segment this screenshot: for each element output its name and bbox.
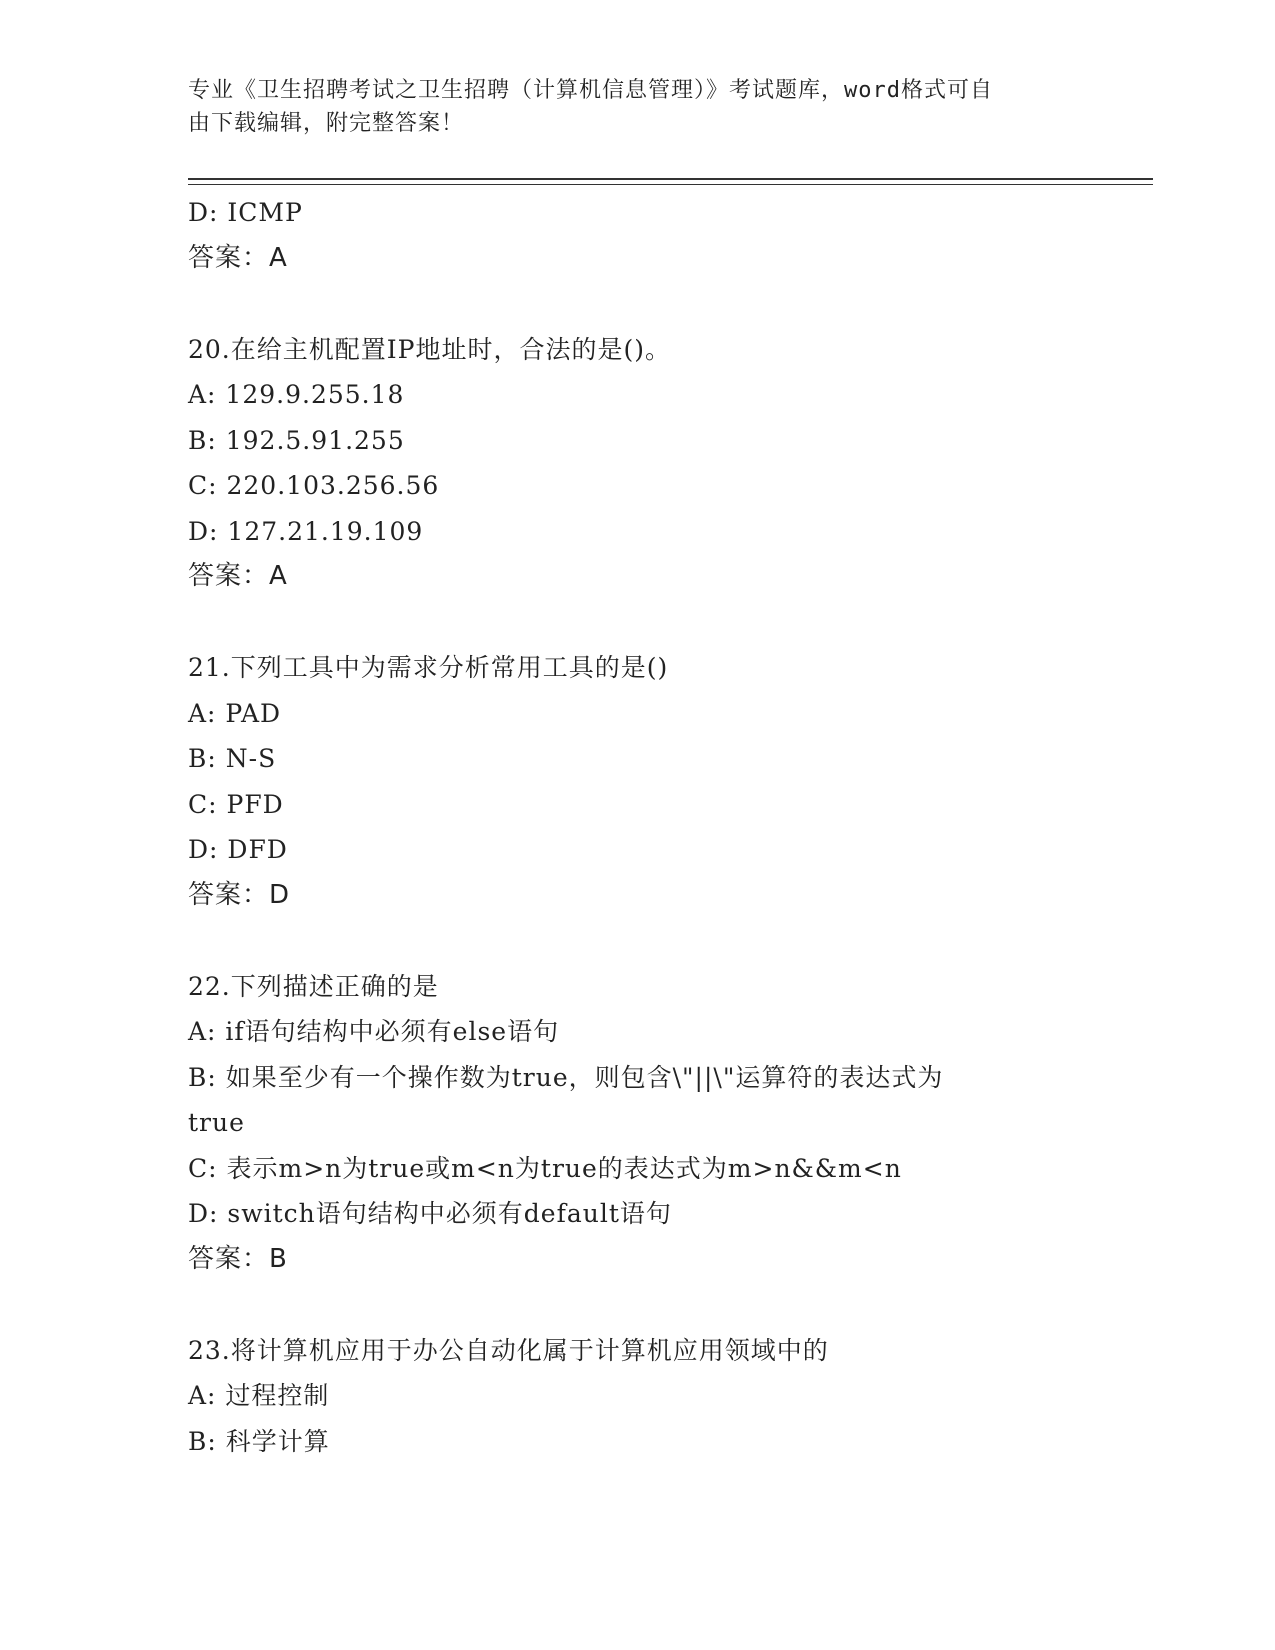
header-divider-thin [188,184,1153,185]
question-stem: 23.将计算机应用于办公自动化属于计算机应用领域中的 [188,1335,829,1365]
question-21 [188,645,1088,918]
option-d: D: 127.21.19.109 [188,516,424,546]
question-stem: 22.下列描述正确的是 [188,971,439,1001]
question-23 [188,1328,1088,1465]
option-d: D: switch语句结构中必须有default语句 [188,1199,672,1228]
option-d: D: DFD [188,835,288,864]
option-a: A: 过程控制 [188,1381,330,1410]
answer-line: 答案：A [188,561,288,591]
question-list [188,190,1088,1464]
option-c: C: PFD [188,789,284,819]
document-header [188,74,1068,140]
answer-line: 答案：A [188,242,288,273]
option-c: C: 表示m>n为true或m<n为true的表达式为m>n&&m<n [188,1153,902,1183]
answer-line: 答案：B [188,1243,288,1274]
question-stem: 20.在给主机配置IP地址时，合法的是()。 [188,334,671,364]
question-22 [188,964,1088,1283]
header-divider-thick [188,178,1153,180]
option-b-continued: true [188,1108,245,1137]
question-19-tail [188,190,1088,281]
option-a: A: 129.9.255.18 [188,380,405,409]
option-a: A: if语句结构中必须有else语句 [188,1017,560,1046]
question-stem: 21.下列工具中为需求分析常用工具的是() [188,653,669,682]
option-b: B: 科学计算 [188,1426,330,1456]
question-20 [188,327,1088,600]
spacer [188,1282,1088,1328]
header-line-1: 专业《卫生招聘考试之卫生招聘（计算机信息管理）》考试题库，word格式可自 [188,78,993,103]
option-d: D: ICMP [188,198,303,227]
spacer [188,281,1088,327]
header-line-2: 由下载编辑，附完整答案！ [188,111,465,136]
spacer [188,918,1088,964]
option-a: A: PAD [188,698,282,728]
option-b: B: 如果至少有一个操作数为true，则包含\"||\"运算符的表达式为 [188,1062,944,1092]
option-b: B: 192.5.91.255 [188,425,405,455]
option-b: B: N-S [188,744,277,773]
answer-line: 答案：D [188,879,291,910]
spacer [188,600,1088,646]
option-c: C: 220.103.256.56 [188,471,440,500]
